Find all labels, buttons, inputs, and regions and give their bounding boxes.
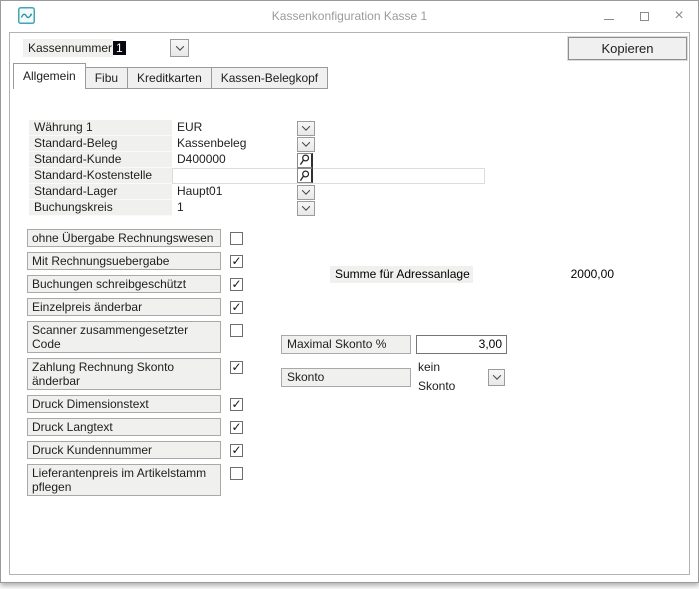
checkbox-label: Einzelpreis änderbar: [27, 298, 221, 316]
form-row-standard-lager: [29, 184, 485, 200]
tab-kassen-belegkopf[interactable]: [211, 67, 328, 89]
checkbox-label: ohne Übergabe Rechnungswesen: [27, 229, 221, 247]
magnifier-icon: [299, 170, 310, 182]
field-value[interactable]: Haupt01: [172, 184, 297, 200]
skonto-row: [281, 358, 505, 396]
checkbox-row-einzelpreis-änderbar: [27, 298, 277, 316]
tab-bar: [13, 63, 327, 89]
checkbox-label: Druck Kundennummer: [27, 441, 221, 459]
field-label: Standard-Beleg: [29, 136, 172, 152]
maximize-button[interactable]: [637, 8, 651, 24]
tab-label: Fibu: [94, 71, 119, 85]
max-skonto-input[interactable]: 3,00: [416, 335, 507, 354]
max-skonto-label: Maximal Skonto %: [281, 335, 411, 354]
magnifier-icon: [299, 154, 310, 166]
search-button[interactable]: [297, 168, 313, 183]
checkbox-label: Mit Rechnungsuebergabe: [27, 252, 221, 270]
checkbox-row-buchungen-schreibgeschützt: [27, 275, 277, 293]
checkbox-row-druck-langtext: [27, 418, 277, 436]
maximize-icon: [640, 12, 649, 21]
chevron-down-icon: [302, 122, 310, 130]
tab-label: Kreditkarten: [137, 71, 202, 85]
minimize-icon: [604, 19, 614, 20]
chevron-down-icon: [302, 138, 310, 146]
window-controls: [602, 1, 686, 31]
chevron-down-icon: [302, 186, 310, 194]
field-label: Währung 1: [29, 120, 172, 136]
field-value[interactable]: Kassenbeleg: [172, 136, 297, 152]
checkbox[interactable]: ✓: [231, 300, 242, 314]
tab-allgemein[interactable]: [13, 63, 86, 89]
form-row-standard-kostenstelle: [29, 168, 485, 184]
form-row-standard-beleg: [29, 136, 485, 152]
checkbox[interactable]: ✓: [231, 443, 242, 457]
dropdown-button[interactable]: [297, 201, 315, 216]
field-value[interactable]: D400000: [172, 152, 297, 168]
chevron-down-icon: [492, 371, 500, 379]
kassennummer-label: Kassennummer: [23, 39, 119, 57]
checkbox-label: Scanner zusammengesetzter Code: [27, 321, 221, 353]
tab-fibu[interactable]: [85, 67, 128, 89]
checkbox-row-druck-kundennummer: [27, 441, 277, 459]
tab-label: Allgemein: [23, 69, 76, 83]
kassennummer-selected-value: 1: [113, 41, 126, 55]
kassennummer-input[interactable]: [113, 39, 169, 57]
tab-label: Kassen-Belegkopf: [220, 71, 319, 85]
summe-row: [330, 266, 617, 283]
skonto-label: Skonto: [281, 368, 411, 387]
field-value[interactable]: [172, 168, 485, 184]
checkbox-row-scanner-zusammengesetzter-code: [27, 321, 277, 353]
checkbox[interactable]: ✓: [231, 254, 242, 268]
minimize-button[interactable]: [602, 8, 616, 24]
form-fields: [29, 120, 485, 216]
checkbox[interactable]: ✓: [231, 420, 242, 434]
checkbox[interactable]: ✓: [231, 397, 242, 411]
chevron-down-icon: [175, 42, 183, 50]
skonto-dropdown-button[interactable]: [488, 369, 505, 386]
close-button[interactable]: ×: [674, 7, 684, 24]
form-row-standard-kunde: [29, 152, 485, 168]
checkbox-row-lieferantenpreis-im-artikelstamm-pflegen: [27, 464, 277, 496]
summe-label: Summe für Adressanlage: [330, 266, 473, 283]
field-label: Standard-Kostenstelle: [29, 168, 172, 184]
checkbox[interactable]: [230, 467, 243, 480]
checkbox-label: Druck Langtext: [27, 418, 221, 436]
tab-kreditkarten[interactable]: [127, 67, 212, 89]
field-label: Standard-Kunde: [29, 152, 172, 168]
checkbox-label: Lieferantenpreis im Artikelstamm pflegen: [27, 464, 221, 496]
checkbox[interactable]: [230, 324, 243, 337]
skonto-selected-value[interactable]: kein Skonto: [418, 360, 456, 393]
title-bar[interactable]: [1, 1, 698, 31]
dropdown-button[interactable]: [297, 121, 315, 136]
checkbox[interactable]: ✓: [231, 277, 242, 291]
search-button[interactable]: [297, 153, 313, 168]
checkbox[interactable]: ✓: [231, 360, 242, 374]
kassennummer-dropdown-button[interactable]: [170, 39, 189, 57]
content-panel: [9, 32, 690, 575]
checkbox[interactable]: [230, 232, 243, 245]
field-value[interactable]: EUR: [172, 120, 297, 136]
max-skonto-row: [281, 335, 507, 354]
summe-input[interactable]: 2000,00: [473, 266, 617, 283]
checkbox-row-ohne-übergabe-rechnungswesen: [27, 229, 277, 247]
checkbox-list: [27, 229, 277, 501]
form-row-währung-1: [29, 120, 485, 136]
kopieren-button[interactable]: Kopieren: [568, 37, 687, 60]
checkbox-row-mit-rechnungsuebergabe: [27, 252, 277, 270]
field-value[interactable]: 1: [172, 200, 297, 216]
dropdown-button[interactable]: [297, 185, 315, 200]
checkbox-label: Zahlung Rechnung Skonto änderbar: [27, 358, 221, 390]
wave-chart-icon: [18, 7, 35, 24]
field-label: Buchungskreis: [29, 200, 172, 216]
checkbox-row-druck-dimensionstext: [27, 395, 277, 413]
chevron-down-icon: [302, 202, 310, 210]
window-title: Kassenkonfiguration Kasse 1: [271, 9, 428, 23]
checkbox-row-zahlung-rechnung-skonto-änderbar: [27, 358, 277, 390]
field-label: Standard-Lager: [29, 184, 172, 200]
checkbox-label: Buchungen schreibgeschützt: [27, 275, 221, 293]
dropdown-button[interactable]: [297, 137, 315, 152]
form-row-buchungskreis: [29, 200, 485, 216]
checkbox-label: Druck Dimensionstext: [27, 395, 221, 413]
